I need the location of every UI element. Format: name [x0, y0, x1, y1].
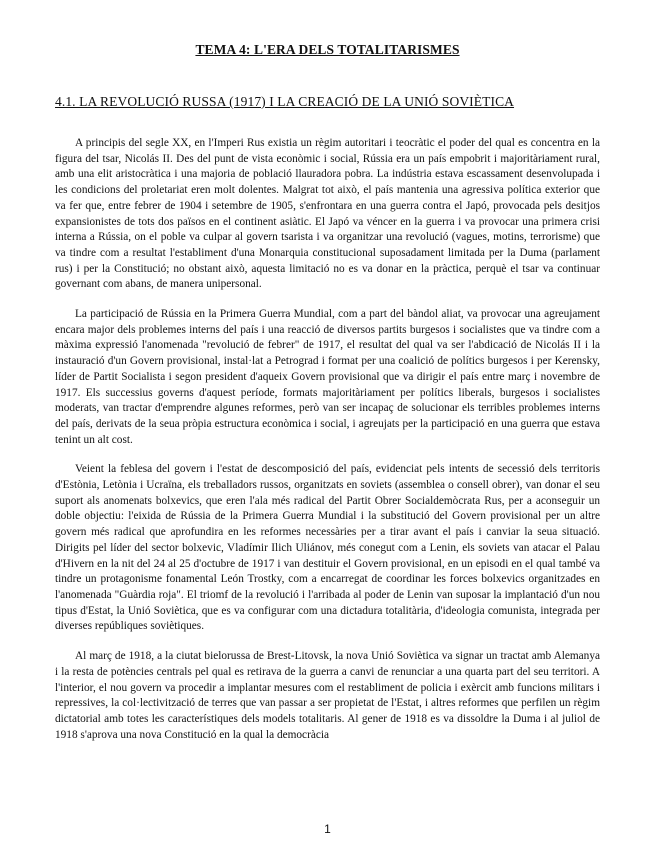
document-body [55, 136, 600, 757]
paragraph-1: A principis del segle XX, en l'Imperi Rus existia un règim autoritari i teocràtic el poder del qual es concentra en la figura del tsar, Nicolás II. Des del punt de vista econòmic i social, Rússia era un país empobrit i majoritàriament rural, amb una elit aristocràtica i una majoria de població llauradora pobra. La indústria estava escassament desenvolupada i les condicions del proletariat eren molt dolentes. Malgrat tot això, el país mantenia una agressiva política exterior que va fer que, entre febrer de 1904 i setembre de 1905, s'enfrontara en una guerra contra el Japó, provocada pels desitjos expansionistes de tots dos països en el continent asiàtic. El Japó va véncer en la guerra i va provocar una primera crisi interna a Rússia, on el poble va culpar al govern tsarista i va organitzar una revolució (vagues, motins, terrorisme) que va tindre com a resultat l'establiment d'una Monarquia constitucional suposadament limitada per la Duma (parlament rus) i per la Constitució; no obstant això, aquesta limitació no es va donar en la pràctica, perquè el tsar va continuar governant com abans, de manera unipersonal. [55, 137, 600, 291]
paragraph-3: Veient la feblesa del govern i l'estat de descomposició del país, evidenciat pels intents de secessió dels territoris d'Estònia, Letònia i Ucraïna, els treballadors russos, organitzats en soviets (assemblea o consell obrer), van donar el seu suport als anomenats bolxevics, que eren l'ala més radical del Partit Obrer Socialdemòcrata Rus, per a aconseguir un doble objectiu: l'eixida de Rússia de la Primera Guerra Mundial i la substitució del Govern provisional per un altre govern més radical que aprofundira en les reformes necessàries per a tirar avant el país i canviar la seua situació. Dirigits pel líder del sector bolxevic, Vladímir Ilich Uliánov, més conegut com a Lenin, els soviets van atacar el Palau d'Hivern en la nit del 24 al 25 d'octubre de 1917 i van destituir el Govern provisional, en un episodi en el qual també va tindre un protagonisme fonamental León Trostky, com a encarregat de coordinar les forces bolxevics organitzades en l'anomenada "Guàrdia roja". El triomf de la revolució i l'arribada al poder de Lenin van suposar la implantació d'un nou tipus d'Estat, la Unió Soviètica, que es va configurar com una dictadura totalitària, d'ideologia comunista, integrada per diverses repúbliques soviètiques. [55, 463, 600, 633]
section-heading: 4.1. LA REVOLUCIÓ RUSSA (1917) I LA CREACIÓ DE LA UNIÓ SOVIÈTICA [55, 94, 515, 109]
page-number: 1 [324, 822, 331, 836]
page-title: TEMA 4: L'ERA DELS TOTALITARISMES [195, 42, 460, 57]
paragraph-2: La participació de Rússia en la Primera Guerra Mundial, com a part del bàndol aliat, va provocar una agreujament encara major dels problemes interns del país i una reacció de diversos partits burgesos i socialistes que va tindre com a màxima expressió l'anomenada "revolució de febrer" de 1917, el resultat del qual va ser l'abdicació de Nicolás II i la instauració d'un Govern provisional, instal·lat a Petrograd i format per una coalició de polítics burgesos i per Kerensky, líder de Partit Socialista i segon president d'aqueix Govern provisional que va dirigir el país entre març i novembre de 1917. Els successius governs d'aquest període, formats majoritàriament per polítics liberals, burgesos i socialistes moderats, van tractar d'emprendre algunes reformes, però van ser incapaç de solucionar els terribles problemes interns del país, derivats de la seua pròpia estructura econòmica i social, i agreujats per la participació en una guerra que estava tenint un alt cost. [55, 308, 600, 446]
paragraph-4: Al març de 1918, a la ciutat bielorussa de Brest-Litovsk, la nova Unió Soviètica va signar un tractat amb Alemanya i la resta de potències centrals pel qual es retirava de la guerra a canvi de renunciar a una quarta part del seu territori. A l'interior, el nou govern va procedir a implantar mesures com el restabliment de policia i exèrcit amb funcions militars i repressives, la col·lectivització de terres que van passar a ser propietat de l'Estat, i altres reformes que perfilen un règim dictatorial amb totes les característiques dels models totalitaris. Al gener de 1918 es va dissoldre la Duma i al juliol de 1918 s'aprova una nova Constitució en la qual la democràcia [55, 650, 600, 741]
